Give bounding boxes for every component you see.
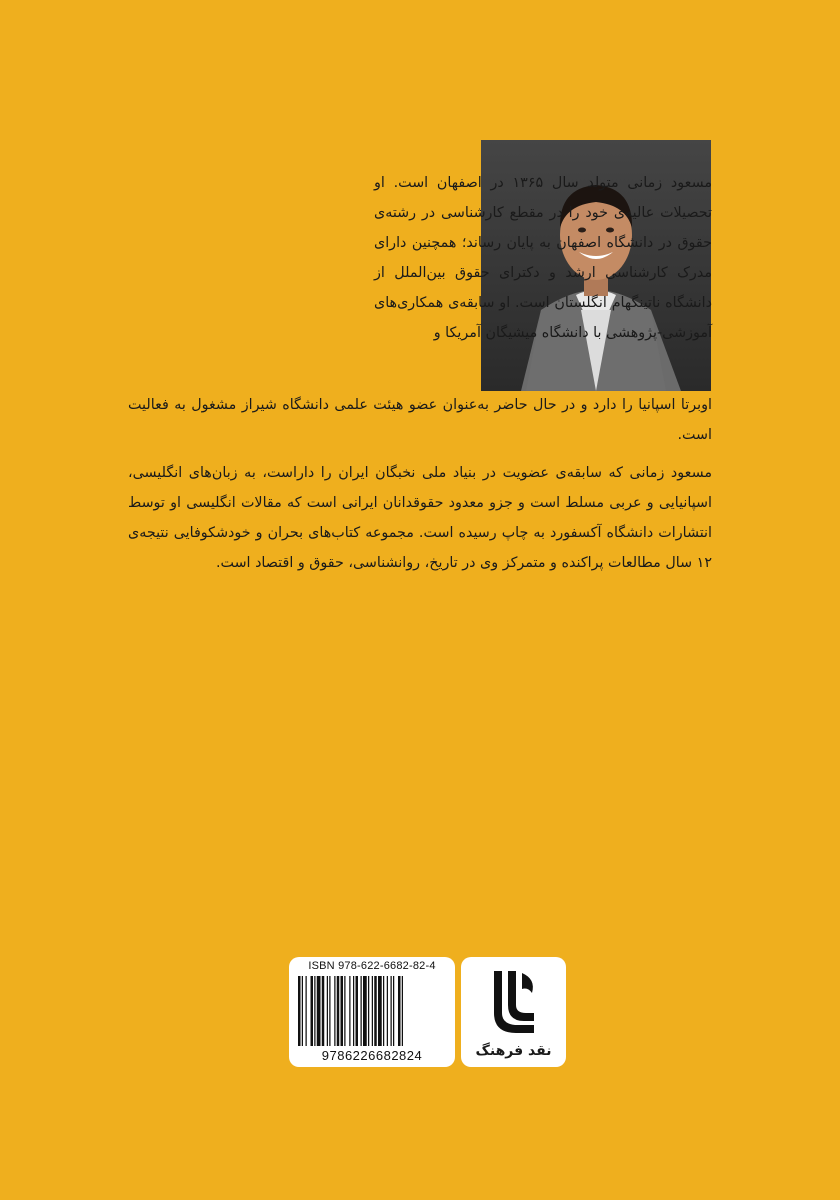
- bio-paragraph-2-text: مسعود زمانی که سابقه‌ی عضویت در بنیاد ملی نخبگان ایران را داراست، به زبان‌های انگلیسی، اسپانیایی و عربی مسلط است و جزو معدود حقوقدانان ایرانی است که مقالات انگلیسی او توسط انتشارات دانشگاه آکسفورد به چاپ رسیده است. مجموعه کتاب‌های بحران و خودشکوفایی نتیجه‌ی ۱۲ سال مطالعات پراکنده و متمرکز وی در تاریخ، روانشناسی، حقوق و اقتصاد است.: [128, 465, 712, 571]
- barcode-bar: [402, 976, 403, 1046]
- isbn-barcode: [289, 957, 455, 1067]
- barcode-bar: [356, 976, 359, 1046]
- barcode-bar: [317, 976, 321, 1046]
- barcode-bar: [337, 976, 340, 1046]
- publisher-name: نقد فرهنگ: [475, 1043, 552, 1059]
- barcode-bar: [341, 976, 344, 1046]
- barcode-bar: [378, 976, 382, 1046]
- bio-paragraph-1-continued: اوبرتا اسپانیا را دارد و در حال حاضر به‌عنوان عضو هیئت علمی دانشگاه شیراز مشغول به فعالیت است.: [128, 397, 712, 443]
- barcode-bar: [314, 976, 315, 1046]
- barcode-bar: [334, 976, 335, 1046]
- barcode-bar: [363, 976, 367, 1046]
- barcode-bar: [298, 976, 301, 1046]
- barcode-bar: [327, 976, 328, 1046]
- barcode-bar: [391, 976, 392, 1046]
- barcode-bar: [393, 976, 394, 1046]
- isbn-number: 9786226682824: [321, 1048, 423, 1063]
- barcode-bar: [302, 976, 303, 1046]
- barcode-bar: [398, 976, 401, 1046]
- bio-paragraph-1-top: مسعود زمانی متولد سال ۱۳۶۵ در اصفهان است. او تحصیلات عالیه‌ی خود را در مقطع کارشناسی در رشته‌ی حقوق در دانشگاه اصفهان به پایان رساند؛ همچنین دارای مدرک کارشناسی ارشد و دکترای حقوق بین‌الملل از دانشگاه ناتینگهام انگلستان است. او سابقه‌ی همکاری‌های آموزشی-پژوهشی با دانشگاه میشیگان آمریکا و: [374, 175, 712, 341]
- barcode-bar: [353, 976, 354, 1046]
- barcode-bar: [374, 976, 377, 1046]
- barcode-bar: [329, 976, 330, 1046]
- barcode-bar: [368, 976, 369, 1046]
- barcode-bars-icon: [298, 976, 446, 1046]
- barcode-bar: [361, 976, 362, 1046]
- barcode-bar: [344, 976, 345, 1046]
- barcode-bar: [383, 976, 384, 1046]
- barcode-bar: [311, 976, 314, 1046]
- publisher-logo-icon: [488, 967, 540, 1033]
- bio-paragraph-2: [128, 458, 712, 578]
- barcode-bar: [306, 976, 307, 1046]
- barcode-bar: [387, 976, 388, 1046]
- isbn-label: ISBN 978-622-6682-82-4: [308, 960, 436, 972]
- barcode-bar: [322, 976, 325, 1046]
- barcode-bar: [372, 976, 373, 1046]
- publisher-logo: [461, 957, 566, 1067]
- barcode-bar: [349, 976, 350, 1046]
